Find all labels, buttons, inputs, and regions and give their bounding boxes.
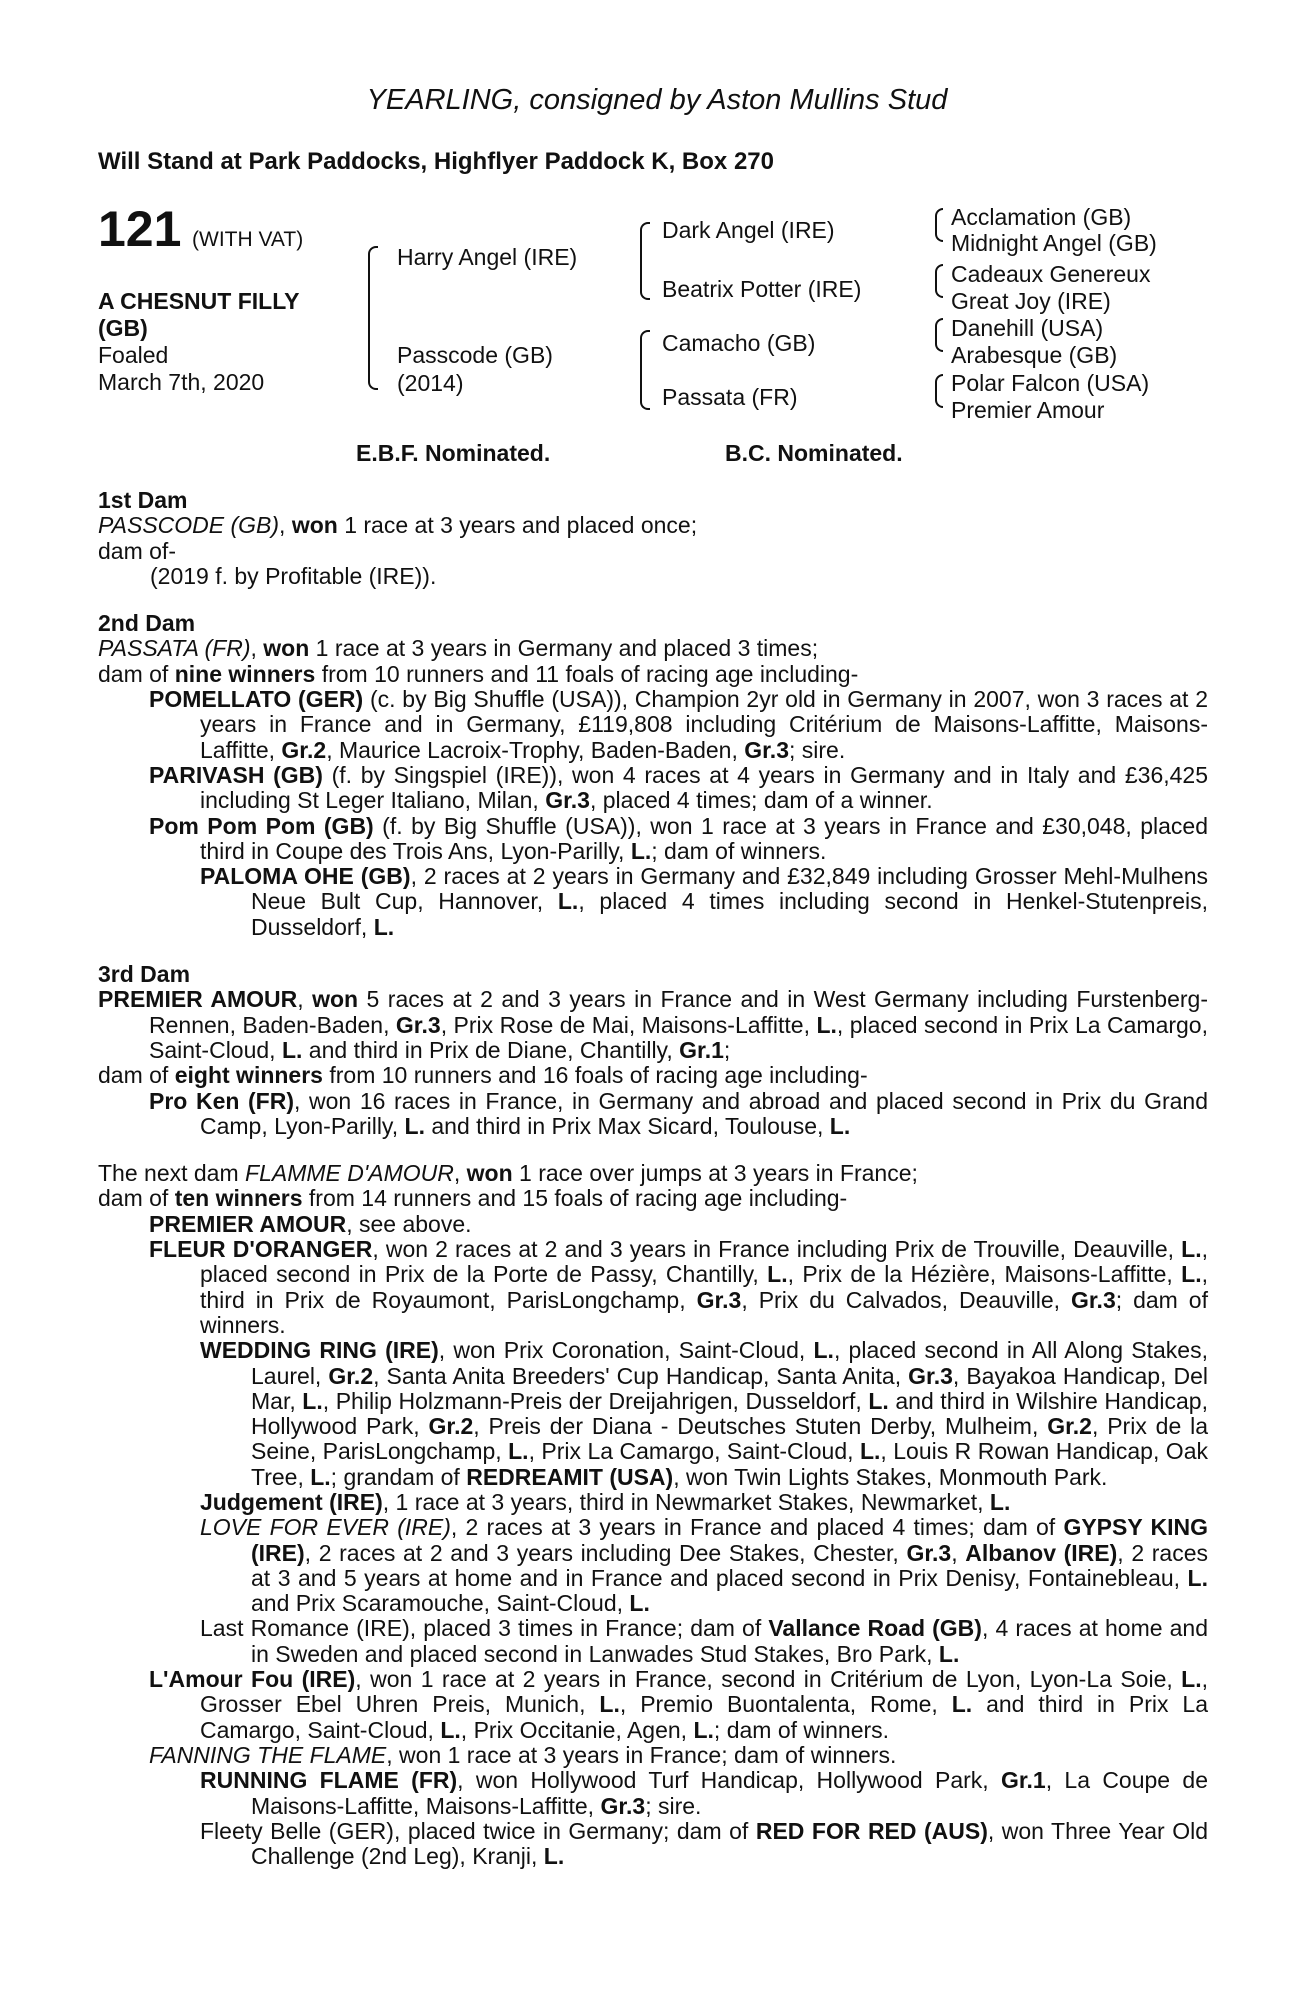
produce-entry: Judgement (IRE), 1 race at 3 years, third in Newmarket Stakes, Newmarket, L. xyxy=(200,1488,1011,1515)
dam-sire-name: Camacho (GB) xyxy=(662,330,816,356)
produce-entry: Pom Pom Pom (GB) (f. by Big Shuffle (USA)), won 1 race at 3 years in France and £30,048, placed third in Coupe des Trois Ans, Lyon-Parilly, L.; dam of winners. xyxy=(149,812,1208,864)
pedigree-brace xyxy=(935,334,943,352)
gen3-name: Polar Falcon (USA) xyxy=(951,370,1150,396)
page-title: YEARLING, consigned by Aston Mullins Stud xyxy=(366,84,948,116)
lot-number: 121 xyxy=(98,201,182,257)
produce-entry: RUNNING FLAME (FR), won Hollywood Turf Handicap, Hollywood Park, Gr.1, La Coupe de Maisons-Laffitte, Maisons-Laffitte, Gr.3; sire. xyxy=(200,1767,1208,1819)
next-dam-record: The next dam FLAMME D'AMOUR, won 1 race over jumps at 3 years in France; xyxy=(98,1160,918,1187)
second-dam-heading: 2nd Dam xyxy=(98,610,196,637)
first-dam-produce: (2019 f. by Profitable (IRE)). xyxy=(150,562,437,589)
second-dam-dam-of: dam of nine winners from 10 runners and 11 foals of racing age including- xyxy=(98,660,859,687)
third-dam-record: PREMIER AMOUR, won 5 races at 2 and 3 years in France and in West Germany including Furstenberg-Rennen, Baden-Baden, Gr.3, Prix Rose de Mai, Maisons-Laffitte, L., placed second in Prix La Camargo, Saint-Cloud, L. and third in Prix de Diane, Chantilly, Gr.1; xyxy=(98,986,1208,1063)
horse-name-line1: A CHESNUT FILLY xyxy=(98,288,300,314)
produce-entry: PALOMA OHE (GB), 2 races at 2 years in Germany and £32,849 including Grosser Mehl-Mulhens Neue Bult Cup, Hannover, L., placed 4 times including second in Henkel-Stutenpreis, Dusseldorf, L. xyxy=(200,863,1208,940)
next-dam-dam-of: dam of ten winners from 14 runners and 15 foals of racing age including- xyxy=(98,1185,848,1212)
first-dam-record: PASSCODE (GB), won 1 race at 3 years and placed once; xyxy=(98,512,698,539)
dam-name: Passcode (GB) xyxy=(397,342,553,368)
gen3-name: Midnight Angel (GB) xyxy=(951,230,1157,256)
first-dam-heading: 1st Dam xyxy=(98,487,188,513)
produce-entry: WEDDING RING (IRE), won Prix Coronation, Saint-Cloud, L., placed second in All Along Stakes, Laurel, Gr.2, Santa Anita Breeders' Cup Handicap, Santa Anita, Gr.3, Bayakoa Handicap, Del Mar, L., Philip Holzmann-Preis der Dreijahrigen, Dusseldorf, L. and third in Wilshire Handicap, Hollywood Park, Gr.2, Preis der Diana - Deutsches Stuten Derby, Mulheim, Gr.2, Prix de la Seine, ParisLongchamp, L., Prix La Camargo, Saint-Cloud, L., Louis R Rowan Handicap, Oak Tree, L.; grandam of REDREAMIT (USA), won Twin Lights Stakes, Monmouth Park. xyxy=(200,1337,1208,1490)
dam-dam-name: Passata (FR) xyxy=(662,384,798,410)
bc-nomination: B.C. Nominated. xyxy=(725,440,903,466)
pedigree-brace xyxy=(935,224,943,242)
pedigree-brace xyxy=(640,330,650,370)
pedigree-brace xyxy=(368,304,378,390)
stand-location: Will Stand at Park Paddocks, Highflyer Paddock K, Box 270 xyxy=(98,148,774,175)
pedigree-notes xyxy=(98,488,1208,1869)
produce-entry: L'Amour Fou (IRE), won 1 race at 2 years in France, second in Critérium de Lyon, Lyon-La Soie, L., Grosser Ebel Uhren Preis, Munich, L., Premio Buontalenta, Rome, L. and third in Prix La Camargo, Saint-Cloud, L., Prix Occitanie, Agen, L.; dam of winners. xyxy=(149,1666,1209,1743)
produce-entry: PARIVASH (GB) (f. by Singspiel (IRE)), won 4 races at 4 years in Germany and in Italy and £36,425 including St Leger Italiano, Milan, Gr.3, placed 4 times; dam of a winner. xyxy=(149,761,1208,814)
sire-dam-name: Beatrix Potter (IRE) xyxy=(662,276,862,302)
pedigree-brace xyxy=(640,222,650,260)
pedigree-brace xyxy=(640,368,650,410)
second-dam-record: PASSATA (FR), won 1 race at 3 years in Germany and placed 3 times; xyxy=(98,635,819,662)
foaled-date: March 7th, 2020 xyxy=(98,369,265,395)
foaled-label: Foaled xyxy=(98,342,169,368)
third-dam-heading: 3rd Dam xyxy=(98,961,191,988)
pedigree-brace xyxy=(368,246,378,306)
gen3-name: Danehill (USA) xyxy=(951,315,1104,341)
dam-year: (2014) xyxy=(397,370,464,396)
ebf-nomination: E.B.F. Nominated. xyxy=(356,440,551,466)
produce-entry: Last Romance (IRE), placed 3 times in France; dam of Vallance Road (GB), 4 races at home and in Sweden and placed second in Lanwades Stud Stakes, Bro Park, L. xyxy=(200,1615,1208,1667)
gen3-name: Acclamation (GB) xyxy=(951,204,1132,230)
vat-label: (WITH VAT) xyxy=(192,228,304,251)
produce-entry: LOVE FOR EVER (IRE), 2 races at 3 years in France and placed 4 times; dam of GYPSY KING (IRE), 2 races at 2 and 3 years including Dee Stakes, Chester, Gr.3, Albanov (IRE), 2 races at 3 and 5 years at home and in France and placed second in Prix Denisy, Fontainebleau, L. and Prix Scaramouche, Saint-Cloud, L. xyxy=(200,1514,1209,1617)
produce-entry: FANNING THE FLAME, won 1 race at 3 years in France; dam of winners. xyxy=(149,1741,897,1768)
gen3-name: Cadeaux Genereux xyxy=(951,261,1151,287)
produce-entry: PREMIER AMOUR, see above. xyxy=(149,1210,472,1237)
gen3-name: Arabesque (GB) xyxy=(951,342,1118,368)
third-dam-dam-of: dam of eight winners from 10 runners and 16 foals of racing age including- xyxy=(98,1062,868,1089)
gen3-name: Premier Amour xyxy=(951,397,1105,423)
pedigree-brace xyxy=(640,258,650,300)
sire-sire-name: Dark Angel (IRE) xyxy=(662,217,835,243)
produce-entry: Fleety Belle (GER), placed twice in Germany; dam of RED FOR RED (AUS), won Three Year Old Challenge (2nd Leg), Kranji, L. xyxy=(200,1817,1208,1870)
sire-name: Harry Angel (IRE) xyxy=(397,244,578,270)
gen3-name: Great Joy (IRE) xyxy=(951,288,1111,314)
horse-description xyxy=(98,288,299,396)
pedigree-brace xyxy=(935,280,943,298)
pedigree-brace xyxy=(935,390,943,408)
produce-entry: FLEUR D'ORANGER, won 2 races at 2 and 3 years in France including Prix de Trouville, Deauville, L., placed second in Prix de la Porte de Passy, Chantilly, L., Prix de la Hézière, Maisons-Laffitte, L., third in Prix de Royaumont, ParisLongchamp, Gr.3, Prix du Calvados, Deauville, Gr.3; dam of winners. xyxy=(149,1236,1208,1338)
horse-name-line2: (GB) xyxy=(98,315,148,341)
first-dam-dam-of: dam of- xyxy=(98,537,176,564)
produce-entry: POMELLATO (GER) (c. by Big Shuffle (USA)), Champion 2yr old in Germany in 2007, won 3 races at 2 years in France and in Germany, £119,808 including Critérium de Maisons-Laffitte, Maisons-Laffitte, Gr.2, Maurice Lacroix-Trophy, Baden-Baden, Gr.3; sire. xyxy=(149,686,1209,763)
produce-entry: Pro Ken (FR), won 16 races in France, in Germany and abroad and placed second in Prix du Grand Camp, Lyon-Parilly, L. and third in Prix Max Sicard, Toulouse, L. xyxy=(149,1087,1208,1139)
